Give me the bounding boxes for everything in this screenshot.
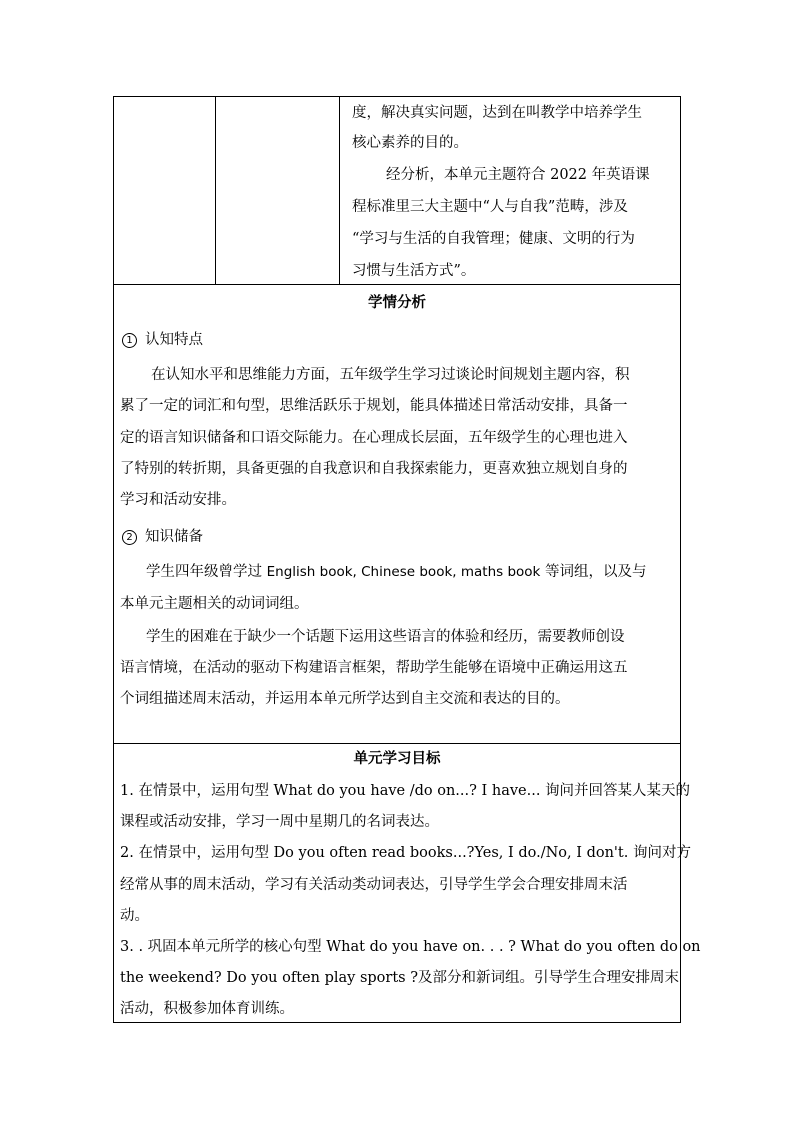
- goal-line: 课程或活动安排，学习一周中星期几的名词表达。: [120, 814, 439, 830]
- row-divider: [114, 284, 680, 285]
- goal-line: 动。: [120, 908, 149, 924]
- paragraph-line: 定的语言知识储备和口语交际能力。在心理成长层面，五年级学生的心理也进入: [120, 430, 628, 446]
- column-divider: [215, 97, 216, 284]
- goal-line: the weekend? Do you often play sports ?及部分和新词组。引导学生合理安排周末: [120, 970, 679, 986]
- goal-line: 3. . 巩固本单元所学的核心句型 What do you have on. . . ? What do you often do on: [120, 939, 701, 955]
- goal-line: 1. 在情景中，运用句型 What do you have /do on...? I have... 询问并回答某人某天的: [120, 783, 691, 799]
- paragraph-line: 学习和活动安排。: [120, 492, 236, 508]
- column-divider: [339, 97, 340, 284]
- section-title: 单元学习目标: [353, 750, 441, 767]
- paragraph-line: 了特别的转折期，具备更强的自我意识和自我探索能力，更喜欢独立规划自身的: [120, 461, 628, 477]
- paragraph-line: 语言情境，在活动的驱动下构建语言框架，帮助学生能够在语境中正确运用这五: [120, 660, 628, 676]
- top-row-line: 度，解决真实问题，达到在叫教学中培养学生: [352, 105, 642, 121]
- paragraph-line: 在认知水平和思维能力方面，五年级学生学习过谈论时间规划主题内容，积: [151, 367, 630, 383]
- goal-line: 经常从事的周末活动，学习有关活动类动词表达，引导学生学会合理安排周末活: [120, 877, 628, 893]
- subheading-cognitive: [122, 330, 203, 350]
- paragraph-line: [146, 562, 646, 582]
- lesson-plan-table: [113, 96, 701, 1023]
- paragraph-line: 学生的困难在于缺少一个话题下运用这些语言的体验和经历，需要教师创设: [146, 629, 625, 645]
- goal-line: 2. 在情景中，运用句型 Do you often read books...?Yes, I do./No, I don't. 询问对方: [120, 845, 691, 861]
- circled-number: 1: [122, 333, 137, 348]
- top-row-line: 核心素养的目的。: [352, 135, 468, 151]
- section-title: 学情分析: [368, 294, 426, 311]
- paragraph-line: 个词组描述周末活动，并运用本单元所学达到自主交流和表达的目的。: [120, 691, 570, 707]
- subheading-label: 知识储备: [145, 529, 203, 545]
- top-row-line: 经分析，本单元主题符合 2022 年英语课: [386, 167, 650, 183]
- text-prefix: 学生四年级曾学过: [146, 564, 267, 580]
- top-row-line: “学习与生活的自我管理；健康、文明的行为: [352, 231, 635, 247]
- text-suffix: 等词组，以及与: [540, 564, 647, 580]
- goal-line: 活动，积极参加体育训练。: [120, 1001, 294, 1017]
- paragraph-line: 本单元主题相关的动词词组。: [120, 596, 309, 612]
- top-row-line: 习惯与生活方式”。: [352, 263, 476, 279]
- circled-number: 2: [122, 530, 137, 545]
- top-row-line: 程标准里三大主题中“人与自我”范畴，涉及: [352, 199, 628, 215]
- subheading-knowledge: [122, 527, 203, 547]
- english-phrases: English book, Chinese book, maths book: [266, 564, 541, 580]
- paragraph-line: 累了一定的词汇和句型，思维活跃乐于规划，能具体描述日常活动安排，具备一: [120, 398, 628, 414]
- row-divider: [114, 743, 680, 744]
- subheading-label: 认知特点: [145, 332, 203, 348]
